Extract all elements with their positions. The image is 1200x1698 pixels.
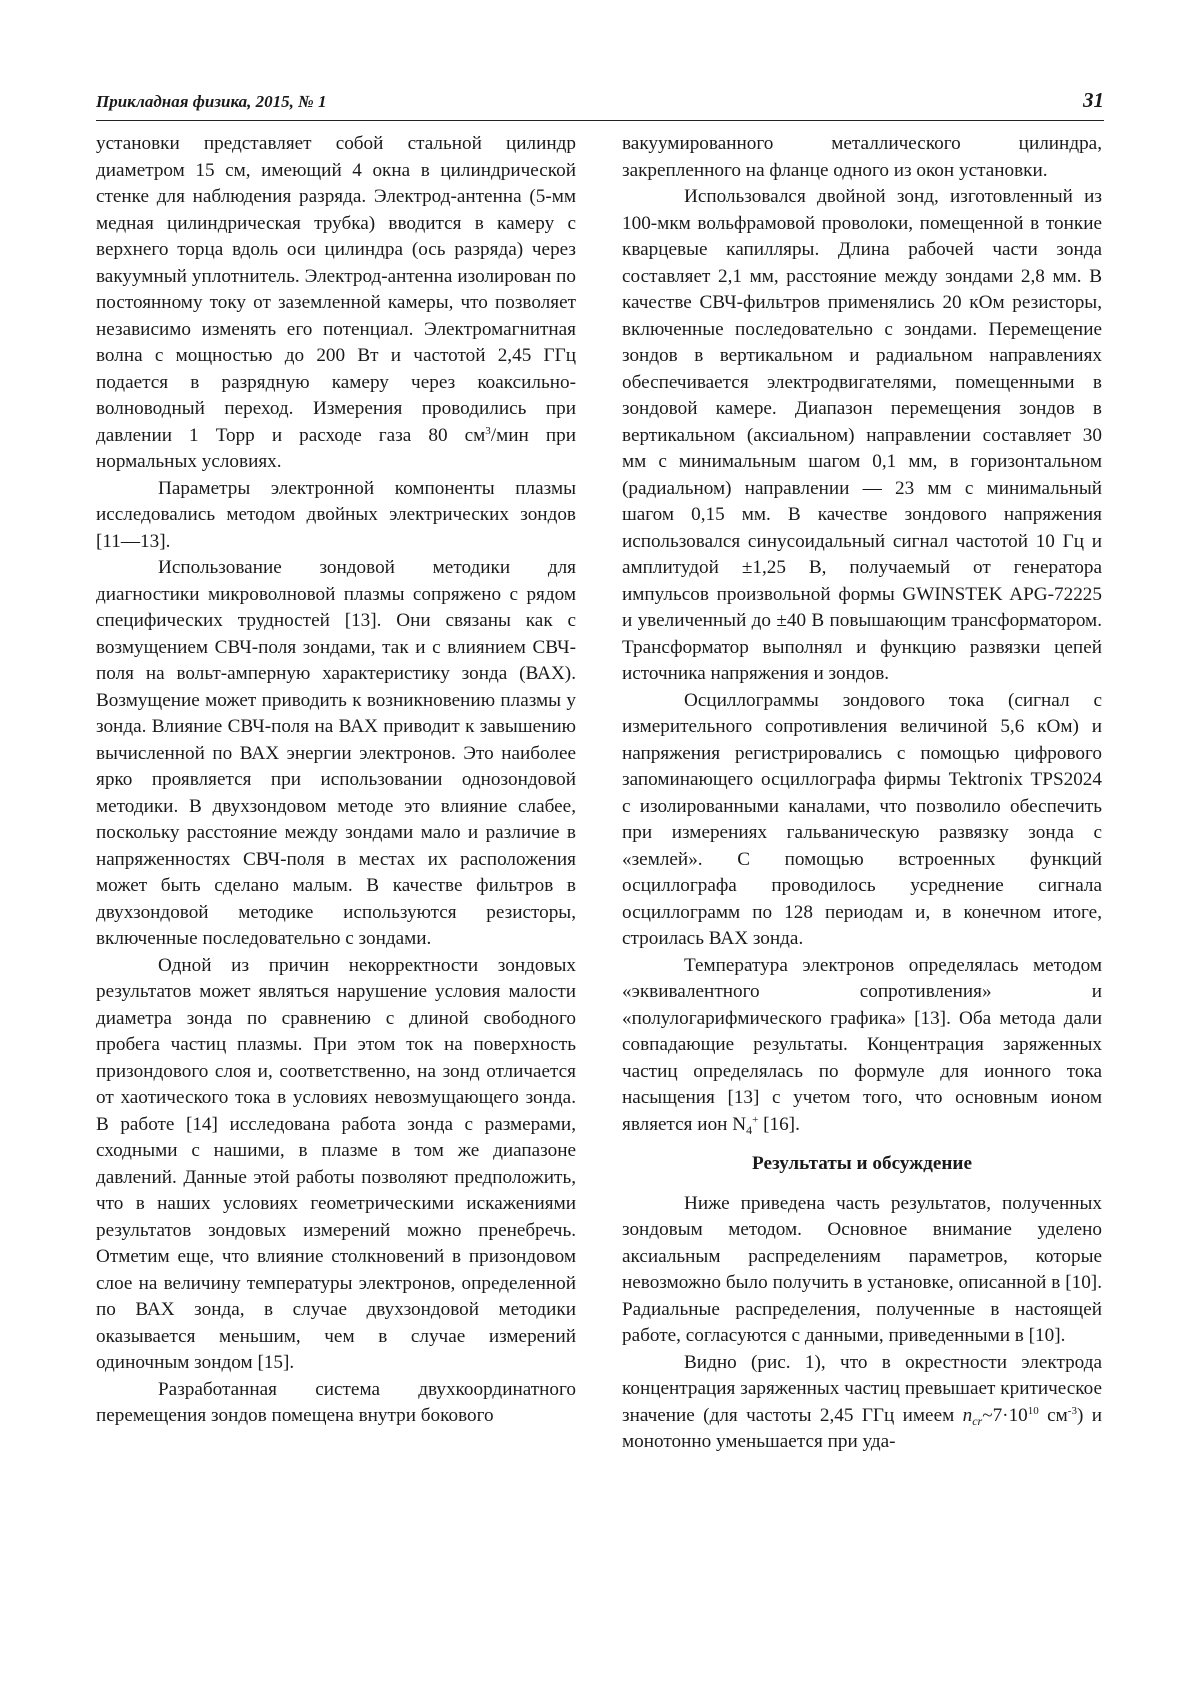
- paragraph: Ниже приведена часть результатов, полученных зондовым методом. Основное внимание уделено аксиальным распределениям параметров, которые невозможно было получить в установке, описанной в [10]. Радиальные распределения, полученные в настоящей работе, согласуются с данными, приведенными в [10].: [622, 1192, 1102, 1346]
- section-heading: Результаты и обсуждение: [752, 1153, 972, 1174]
- paragraph: Осциллограммы зондового тока (сигнал с измерительного сопротивления величиной 5,6 кОм) и напряжения регистрировались с помощью цифрового запоминающего осциллографа фирмы Tektronix TPS2024 с изолированными каналами, что позволило обеспечить при измерениях гальваническую развязку зонда с «землей». С помощью встроенных функций осциллографа проводилось усреднение сигнала осциллограмм по 128 периодам и, в конечном итоге, строилась ВАХ зонда.: [622, 689, 1102, 949]
- running-header: [96, 86, 1104, 121]
- paragraph: вакуумированного металлического цилиндра, закрепленного на фланце одного из окон установки.: [622, 133, 1102, 181]
- left-column: [96, 131, 576, 1430]
- right-column: [622, 131, 1102, 1456]
- paragraph: Использовался двойной зонд, изготовленный из 100-мкм вольфрамовой проволоки, помещенной в тонкие кварцевые капилляры. Длина рабочей части зонда составляет 2,1 мм, расстояние между зондами 2,8 мм. В качестве СВЧ-фильтров применялись 20 кОм резисторы, включенные последовательно с зондами. Перемещение зондов в вертикальном и радиальном направлениях обеспечивается электродвигателями, помещенными в зондовой камере. Диапазон перемещения зондов в вертикальном (аксиальном) направлении составляет 30 мм с минимальным шагом 0,1 мм, в горизонтальном (радиальном) направлении — 23 мм с минимальный шагом 0,15 мм. В качестве зондового напряжения использовался синусоидальный сигнал частотой 10 Гц и амплитудой ±1,25 В, получаемый от генератора импульсов произвольной формы GWINSTEK APG-72225 и увеличенный до ±40 В повышающим трансформатором. Трансформатор выполнял и функцию развязки цепей источника напряжения и зондов.: [622, 186, 1102, 684]
- paragraph: Видно (рис. 1), что в окрестности электрода концентрация заряженных частиц превышает критическое значение (для частоты 2,45 ГГц имеем $n_{cr}\sim 7\cdot 10^{10}$ $см^{-3}$) и монотонно уменьшается при уда-: [622, 1351, 1102, 1452]
- paragraph: Температура электронов определялась методом «эквивалентного сопротивления» и «полулогарифмического графика» [13]. Оба метода дали совпадающие результаты. Концентрация заряженных частиц определялась по формуле для ионного тока насыщения [13] с учетом того, что основным ионом является ион $N_4^+$ [16].: [622, 954, 1102, 1137]
- journal-title: Прикладная физика, 2015, № 1: [96, 92, 327, 111]
- paragraph: Разработанная система двухкоординатного перемещения зондов помещена внутри бокового: [96, 1378, 576, 1426]
- paragraph: установки представляет собой стальной цилиндр диаметром 15 см, имеющий 4 окна в цилиндрической стенке для наблюдения разряда. Электрод-антенна (5-мм медная цилиндрическая трубка) вводится в камеру с верхнего торца вдоль оси цилиндра (ось разряда) через вакуумный уплотнитель. Электрод-антенна изолирован по постоянному току от заземленной камеры, что позволяет независимо изменять его потенциал. Электромагнитная волна с мощностью до 200 Вт и частотой 2,45 ГГц подается в разрядную камеру через коаксильно-волноводный переход. Измерения проводились при давлении 1 Торр и расходе газа 80 $см^3$/мин при нормальных условиях.: [96, 133, 576, 472]
- paragraph: Параметры электронной компоненты плазмы исследовались методом двойных электрических зондов [11—13].: [96, 477, 576, 552]
- page-number: 31: [1083, 88, 1104, 112]
- paragraph: Использование зондовой методики для диагностики микроволновой плазмы сопряжено с рядом специфических трудностей [13]. Они связаны как с возмущением СВЧ-поля зондами, так и с влиянием СВЧ-поля на вольт-амперную характеристику зонда (ВАХ). Возмущение может приводить к возникновению плазмы у зонда. Влияние СВЧ-поля на ВАХ приводит к завышению вычисленной по ВАХ энергии электронов. Это наиболее ярко проявляется при использовании однозондовой методики. В двухзондовом методе это влияние слабее, поскольку расстояние между зондами мало и различие в напряженностях СВЧ-поля в местах их расположения может быть сделано малым. В качестве фильтров в двухзондовой методике используются резисторы, включенные последовательно с зондами.: [96, 557, 576, 949]
- paragraph: Одной из причин некорректности зондовых результатов может являться нарушение условия малости диаметра зонда по сравнению с длиной свободного пробега частиц плазмы. При этом ток на поверхность призондового слоя и, соответственно, на зонд отличается от хаотического тока в условиях невозмущающего зонда. В работе [14] исследована работа зонда с размерами, сходными с нашими, в плазме в том же диапазоне давлений. Данные этой работы позволяют предположить, что в наших условиях геометрическими искажениями результатов зондовых измерений можно пренебречь. Отметим еще, что влияние столкновений в призондовом слое на величину температуры электронов, определенной по ВАХ зонда, в случае двухзондовой методики оказывается меньшим, чем в случае измерений одиночным зондом [15].: [96, 954, 576, 1373]
